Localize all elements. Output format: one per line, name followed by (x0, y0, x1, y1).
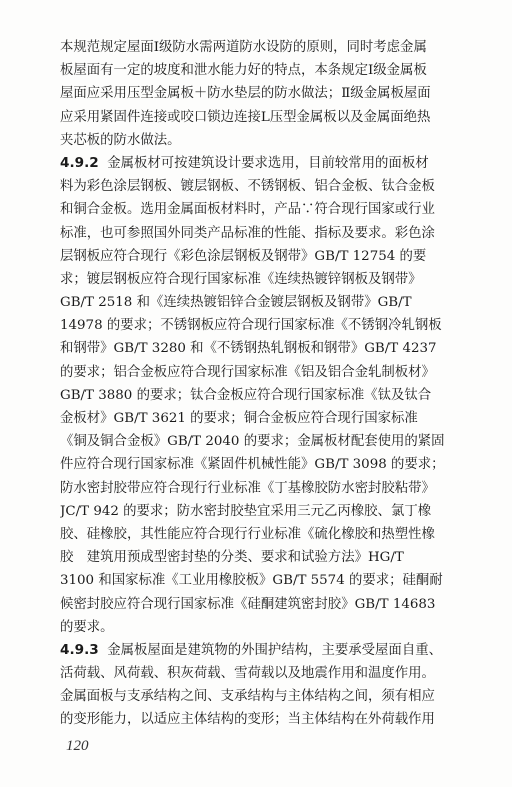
text-line: 候密封胶应符合现行国家标准《硅酮建筑密封胶》GB/T 14683 (60, 596, 436, 612)
text-line: 金属面板与支承结构之间、支承结构与主体结构之间，须有相应 (60, 689, 435, 705)
text-line: 3100 和国家标准《工业用橡胶板》GB/T 5574 的要求；硅酮耐 (60, 573, 443, 589)
text-line: 求；镀层钢板应符合现行国家标准《连续热镀锌钢板及钢带》 (60, 271, 422, 287)
text-line: 应采用紧固件连接或咬口锁边连接L压型金属板以及金属面绝热 (60, 109, 431, 125)
section-first-line (60, 152, 480, 175)
body-text (60, 36, 480, 732)
text-line: 胶 建筑用预成型密封垫的分类、要求和试验方法》HG/T (60, 550, 404, 566)
text-line: 本规范规定屋面Ⅰ级防水需两道防水设防的原则，同时考虑金属 (60, 40, 427, 55)
text-line: 和钢带》GB/T 3280 和《不锈钢热轧钢板和钢带》GB/T 4237 (60, 341, 437, 357)
text-line: 14978 的要求；不锈钢板应符合现行国家标准《不锈钢冷轧钢板 (60, 318, 442, 334)
text-line: 的要求。 (60, 619, 114, 635)
section-number: 4.9.3 (60, 641, 99, 658)
text-line: 金属板材可按建筑设计要求选用，目前较常用的面板材 (107, 155, 429, 171)
text-line: 的要求；铝合金板应符合现行国家标准《铝及铝合金轧制板材》 (60, 364, 435, 380)
text-line: GB/T 3880 的要求；钛合金板应符合现行国家标准《钛及钛合 (60, 387, 432, 403)
text-line: 标准，也可参照国外同类产品标准的性能、指标及要求。彩色涂 (60, 225, 435, 241)
text-line: 金属板屋面是建筑物的外围护结构，主要承受屋面自重、 (107, 642, 442, 658)
text-line: 料为彩色涂层钢板、镀层钢板、不锈钢板、铝合金板、钛合金板 (60, 179, 435, 195)
text-line: 防水密封胶带应符合现行行业标准《丁基橡胶防水密封胶粘带》 (60, 480, 435, 496)
text-line: JC/T 942 的要求；防水密封胶垫宜采用三元乙丙橡胶、氯丁橡 (60, 503, 432, 519)
text-line: 的变形能力，以适应主体结构的变形；当主体结构在外荷载作用 (60, 712, 435, 728)
section-first-line (60, 639, 480, 662)
text-line: 金板材》GB/T 3621 的要求；铜合金板应符合现行国家标准 (60, 411, 418, 426)
text-line: 屋面应采用压型金属板＋防水垫层的防水做法；Ⅱ级金属板屋面 (60, 86, 431, 102)
text-line: 活荷载、风荷载、积灰荷载、雪荷载以及地震作用和温度作用。 (60, 666, 435, 682)
text-line: GB/T 2518 和《连续热镀铝锌合金镀层钢板及钢带》GB/T (60, 295, 412, 311)
text-line: 板屋面有一定的坡度和泄水能力好的特点，本条规定Ⅰ级金属板 (60, 63, 427, 79)
page-number: 120 (66, 738, 89, 754)
text-line: 和铜合金板。选用金属面板材料时，产品∵符合现行国家或行业 (60, 202, 435, 218)
section-number: 4.9.2 (60, 154, 99, 171)
text-line: 《铜及铜合金板》GB/T 2040 的要求；金属板材配套使用的紧固 (60, 434, 445, 450)
text-line: 胶、硅橡胶，其性能应符合现行行业标准《硫化橡胶和热塑性橡 (60, 526, 435, 542)
text-line: 夹芯板的防水做法。 (60, 132, 181, 148)
text-line: 层钢板应符合现行《彩色涂层钢板及钢带》GB/T 12754 的要 (60, 248, 427, 264)
text-line: 件应符合现行国家标准《紧固件机械性能》GB/T 3098 的要求； (60, 457, 445, 473)
